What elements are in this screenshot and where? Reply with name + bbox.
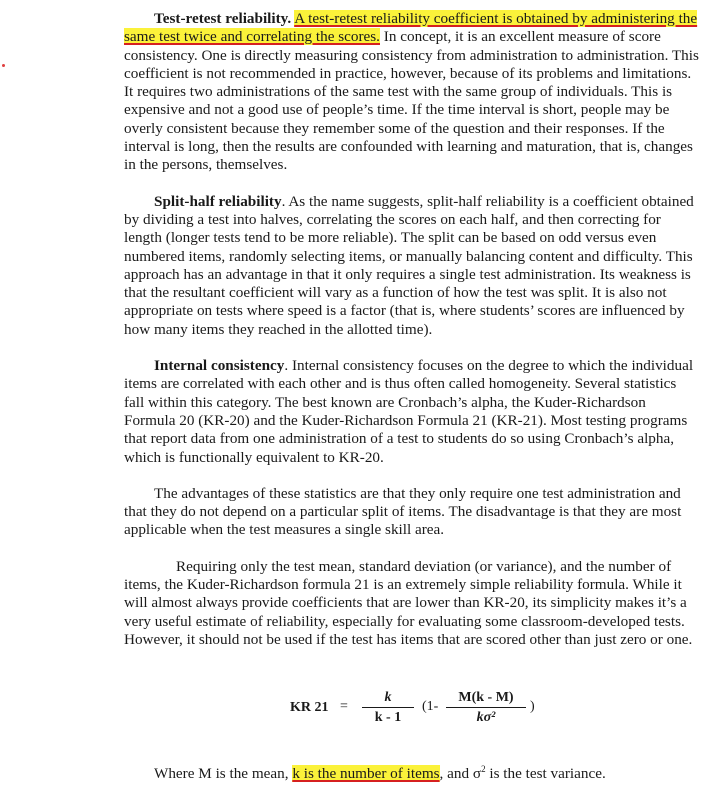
formula-open: (1- — [422, 699, 439, 714]
formula-numerator-1: k — [384, 690, 392, 705]
formula-equals: = — [340, 699, 348, 714]
formula-fraction-1 — [362, 690, 414, 726]
paragraph-text: In concept, it is an excellent measure of score consistency. One is directly measuring consistency from administration to administration. This coefficient is not recommended in practice, however, because of its problems and limitations. It requires two administrations of the same test with the same group of individuals. This is expensive and not a good use of people’s time. If the time interval is short, people may be overly consistent because they remember some of the question and their responses. If the interval is long, then the results are confounded with learning and maturation, that is, changes in the persons, themselves. — [124, 28, 699, 174]
margin-mark — [2, 64, 5, 67]
explanation-text: Where M is the mean, — [154, 765, 293, 782]
formula-denominator-2: kσ² — [476, 710, 496, 725]
paragraph-text: . Internal consistency focuses on the degree to which the individual items are correlated with each other and is thus often called homogeneity. Several statistics fall within this category. The best known are Cronbach’s alpha, the Kuder-Richardson Formula 20 (KR-20) and the Kuder-Richardson Formula 21 (KR-21). Most testing programs that report data from one administration of a test to students do so using Cronbach’s alpha, which is functionally equivalent to KR-20. — [124, 357, 694, 466]
highlighted-definition: A test-retest reliability coefficient is obtained by administering the same test twice and correlating the scores. — [124, 10, 698, 46]
paragraph-test-retest — [124, 10, 700, 175]
formula-lhs: KR 21 — [290, 700, 329, 715]
formula-explanation — [154, 760, 714, 783]
highlighted-k-definition: k is the number of items — [292, 765, 440, 782]
heading-split-half: Split-half reliability — [154, 192, 282, 210]
paragraph-text: Requiring only the test mean, standard deviation (or variance), and the number of items, the Kuder-Richardson formula 21 is an extremely simple reliability formula. While it will almost always provide coefficients that are lower than KR-20, its simplicity makes it’s a very useful estimate of reliability, especially for evaluating some classroom-developed tests. However, it should not be used if the test has items that are scored other than just zero or one. — [124, 557, 693, 648]
heading-test-retest: Test-retest reliability. — [154, 10, 292, 27]
formula-denominator-1: k - 1 — [374, 710, 402, 725]
explanation-text: is the test variance. — [485, 765, 606, 782]
formula-close: ) — [530, 699, 535, 714]
paragraph-kr21 — [124, 558, 700, 649]
fraction-bar — [362, 707, 414, 708]
formula-numerator-2: M(k - M) — [458, 690, 514, 705]
paragraph-text: The advantages of these statistics are that they only require one test administration and that they do not depend on a particular split of items. The disadvantage is that they are most applicable when the test measures a single skill area. — [124, 484, 682, 539]
paragraph-text: . As the name suggests, split-half reliability is a coefficient obtained by dividing a test into halves, correlating the scores on each half, and then correcting for length (longer tests tend to be more reliable). The split can be based on odd versus even numbered items, randomly selecting items, or manually balancing content and difficulty. This approach has an advantage in that it only requires a single test administration. Its weakness is that the resultant coefficient will vary as a function of how the test was split. It is also not appropriate on tests where speed is a factor (that is, where students’ scores are influenced by how many items they reached in the allotted time). — [124, 192, 694, 338]
document-body — [124, 10, 700, 667]
kr21-formula — [290, 690, 550, 738]
paragraph-split-half — [124, 193, 700, 339]
explanation-text: , and σ — [439, 765, 482, 782]
heading-internal-consistency: Internal consistency — [154, 357, 285, 375]
superscript: 2 — [481, 764, 486, 774]
paragraph-advantages — [124, 485, 700, 540]
fraction-bar — [446, 707, 526, 708]
formula-fraction-2 — [446, 690, 526, 726]
paragraph-internal-consistency — [124, 357, 700, 467]
